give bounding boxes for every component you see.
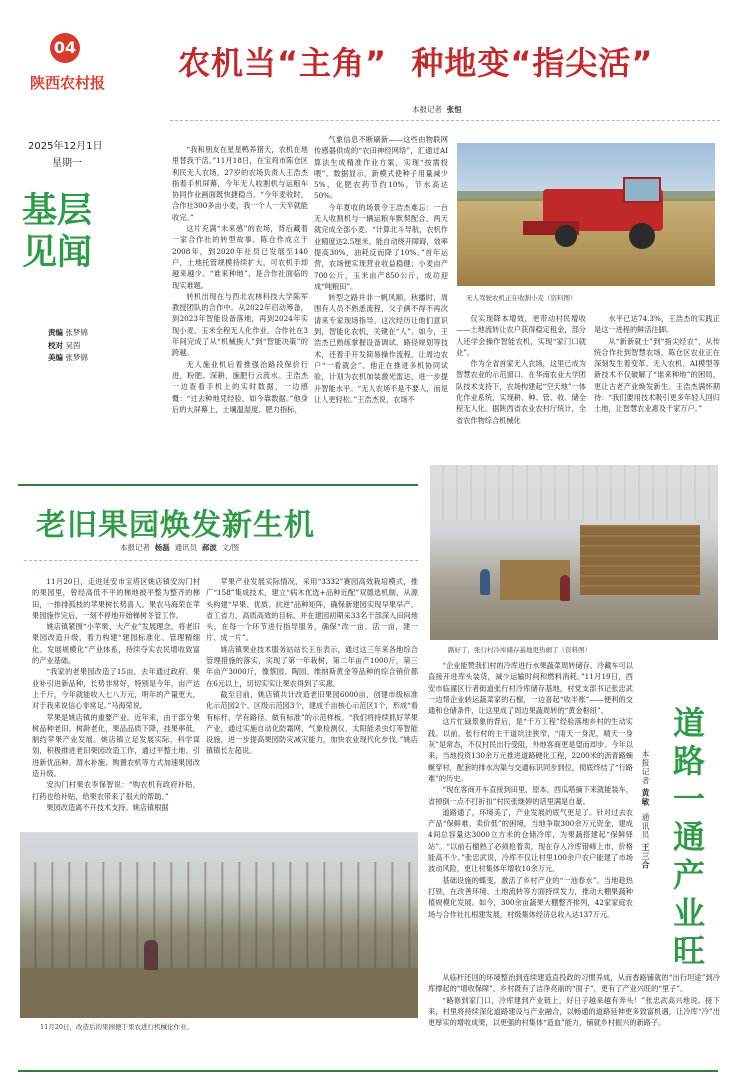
worker-figure [480,569,490,595]
article1-col4-para: 从“新新就士”到“指尖经农”，从传统合作社到智慧农场，陈仓区农业正在深刻发生着变革。无人农机、AI模型等新技术不仅破解了“谁来种地”的困局，更让古老产业焕发新生。王浩杰满怀期待：“我们要用技术吸引更多年轻人回归土地，让智慧农业惠及千家万户。” [594,336,720,414]
harvester-wheel [555,225,577,247]
article1-column-1 [172,144,308,486]
article3-para: 基础设施的蝶变，激活了乡村产业的“一池春水”。当地趁热打铁，在改善环境、土地流转等方面持续发力，推动大棚果蔬种植规模化发展。如今，300余亩蔬果大棚整齐排列，42家家庭农场与合作社扎根建发展，村级集体经济总收入达137万元。 [428,875,633,919]
crates-stack [580,525,700,595]
bottom-rule [18,1070,718,1072]
article2-byline: 本报记者 杨磊 通讯员 郝波 文/图 [120,543,240,552]
article2-headline: 老旧果园焕发新生机 [36,508,315,543]
credit-editor: 责编 张梦锦 [48,328,88,337]
article1-col1-para: 这片充满“未来感”的农场，背后藏着一家合作社的转型故事。陈仓作成立于2008年，到2020年社员已发展至140户，土地托管规模持续扩大，可农机手却越来越少。“谁来种地”，是合作社面临的现实难题。 [172,224,308,290]
article2-photo-caption: 11月20日，改造后的果园便于果农进行机械化作业。 [40,1023,194,1031]
section-divider [18,484,418,486]
article1-col2-para: 转型之路并非一帆风顺。秋播时，周围有人员不熟悉流程，父子俩不得不再次请来专家现场指导。这次经历让他们意识到，智能化农机，关键在“人”。如今，王浩杰已熟练掌握设备调试、路径规划等技术，还着手开发简易操作流程，让周边农户“一看就会”。他正在推进多机协同试验，计划为农机加装激光雷达，进一步提升智能水平。“无人农场不是不要人，而是让人更轻松。”王浩杰说，农场不 [314,293,448,404]
article1-byline: 本报记者 张恒 [412,105,462,114]
section-title [22,190,92,274]
article2-col2-para: 苹果产业发展实际情况，采用“3332”赛园高效栽培模式，推广“158”集成技术，建立“病木优选+品种近配”双德选机制，从源头构建“早果、优质、抗逆”品种矩阵，确保新建园实现早果早产、省工省力、高质高效的目标。并在建园初期采33名干部深入田间地头，在每一个环节进行指导服务，确保“改一亩、活一亩，建一片、成一片”。 [206,577,418,643]
article2-photo-orchard [20,832,418,1018]
article3-body-upper [428,660,633,970]
article2-column-1 [32,576,200,830]
harvester-cab [623,177,661,203]
orchard-trees [20,862,418,972]
warehouse-roof [430,465,718,520]
article3-byline: 本报记者 黄敏 通讯员 王三合 [641,750,650,870]
article1-photo-harvester [457,143,715,286]
article3-para: “路修到家门口，冷库建到产业链上，好日子越来越有奔头！”张忠武高兴地说。接下来，村里将持续深化道路建设与产业融合，以畅通的道路延伸更多致富机遇，让冷库“冷”出更厚实的增收成果，以更强的村集体“造血”能力，铺就乡村振兴的新路子。 [428,995,720,1028]
page-number-badge: 04 [50,33,80,63]
article1-headline: 农机当“主角” 种地变“指尖活” [178,44,654,82]
staff-credits [48,327,88,365]
article3-headline: 道路一通产业旺 [668,706,706,972]
paper-name-logo: 陕西农村报 [30,74,106,92]
issue-weekday: 星期一 [52,158,82,169]
section-title-line2: 见闻 [22,233,93,273]
farmer-figure [144,940,158,970]
article2-col1-para: “我家的老果园改造了15亩，去年通过政府、果业补引进新品种，长势非常好，特别是今年，亩产达上千斤，今年就能收入七八万元，明年的产量更大，对于我来说信心非常足。”马海荣说。 [32,667,200,711]
article3-para: 从临杆还回的环境整治到连续建造直投政的习惯养成，从而香路铺就的“出行坦途”到冷库撑起的“增收保障”，乡村既有了洁净亮丽的“面子”，更有了产业兴旺的“里子”。 [428,973,720,994]
article3-photo-caption: 路好了，张行村冷库储存基地更热闹了（资料图） [448,646,591,654]
worker-figure [560,575,570,601]
article2-col1-para: 11月20日，走进延安市宝塔区姚店镇安沟门村的果园里，曾经高低不平的梯地被平整为整齐的梯田，一排排孤枝的苹果树长势喜人。果农马海荣在苹果园施作完后，一刻不停地开始梯树冬管工作。 [32,577,200,620]
article2-col2-para: 截至目前，姚店镇共计改造老旧果园6000亩，创建市级标准化示范园2个、区级示范园3个，建成千亩核心示范区1个，形成“看有标杆、学有路径、做有标准”的示范样板。“我们将持续抓好苹果产业，通过实施自动化防霜网、气象检测仪、太阳能杀虫灯等智能设施，进一步提高果园防灾减灾能力，加快农业现代化步伐。”姚店镇镇长左超说。 [206,689,418,756]
article1-col1-para: 转机出现在与西北农林科技大学陈军教授团队的合作中。从2022年启动筹备，到2023年智能设备落地，再到2024年实现小麦、玉米全程无人化作业，合作社在3年间完成了从“机械换人”到“智能决策”的跨越。 [172,291,308,358]
issue-date: 2025年12月1日 [28,141,103,152]
article2-col1-para: 苹果是姚店镇的重要产业。近年来，由于部分果树品种老旧、树龄老化，果品品质下降，挂果率低，制约苹果产业发展。姚店镇立足发展实际，科学谋划，积极推进老旧果园改造工作，通过平整土地、引进新优品种、渭水补施、购置农机等方式加速果园改造升级。 [32,712,200,779]
article3-para: 这片忙碌景象的背后，是“千万工程”经验落地乡村的生动实践。以前，张行村的主干道坑洼狭窄，“雨天一身泥，晴天一身灰”是常态，不仅村民出行受阻，外地客商更是望而却步。今年以来，当地投资130余万元推进道路硬化工程，2200米的沥青路蜿蜒穿村，配套的排水沟渠与交通标识同步到位，彻底终结了“行路难”的历史。 [428,717,633,783]
article1-col1-para: “我和朋友在星星鸭养猪天，农机在地里替我干活。”11月18日，在宝鸡市陈仓区利民无人农场，27岁的农场负责人王浩杰指着手机屏幕，今年无人收割机与运粮车协同作业画面既快捷稳当。“今年麦收时，合作社300多亩小麦，我一个人一天半就能收完。” [172,145,308,222]
article3-photo-warehouse [430,465,718,640]
article1-col2-para: 今年夏收的场景令王浩杰难忘：一台无人收割机与一辆运粮车默契配合，两天就完成全部小麦。“计算北斗导航，农机作业精度达2.5厘米，能自动绕开障碍，效率提高30%，油耗反而降了10%。”首年运营，农场便实现营业收益稳健；小麦亩产700公斤，玉米亩产850公斤，成功迎成“吨粮田”。 [314,202,448,291]
credit-design: 美编 张梦锦 [48,353,88,362]
article1-col1-para: 无人施业机后着推强治路段保价行进，粉肥、深耕、施肥行云流水。王浩杰一边查看手机上的实时数据，一边感慨：“过去种地凭经验，如今靠数据。”他身后的大屏幕上，土壤温湿度、肥力指标、 [172,359,308,414]
orchard-ground [20,968,418,1018]
article2-col1-para: 果园改造离不开技术支持。姚店镇根据 [46,802,169,812]
section-title-line1: 基层 [22,191,93,231]
article1-column-3 [456,313,586,483]
article3-para: 道路通了，环境美了，产业发展的底气更足了。针对过去农产品“保鲜难、卖价低”的困境，当地争取300余万元资金，建成4间总容量达3000立方米的仓储冷库，为果蔬搭建起“保鲜驿站”。“以前石榴熟了必须抢着卖，现在存入冷库错峰上市，价格能高不少。”张忠武说，冷库不仅让村里100余户农户能建了市场波动风险，更让村集体年增收10余万元。 [428,807,633,874]
article1-col2-para: 气象信息不断刷新——这些由物联网传感器供成的“农田神经网络”，汇通过AI算法生成精准作业方案，实现“按需投喂”。数据显示，新模式使种子用量减少5%，化肥农药节约10%，节水高达50%。 [314,135,448,201]
article3-para: “现在客商开车直接到田里，原本，西瓜嗒摘下来就能装车，省掉倒一点不打折扣”村民张继婷的话里满是自豪。 [428,785,633,806]
article3-para: “企业能赞我们村的冷库进行水果蔬菜周转储存，冷藏车可以直接开进库头装货，减少运输时间和燃料消耗。”11月19日，西安市临潼区行者街道张行村冷库储存基地，村党支部书记张忠武一边帮企业转运蔬菜家的石榴，一边喜起“收半账”——便利的交通和仓储条件，让这里成了周边果蔬周转的“黄金枢纽”。 [428,661,633,716]
article2-col2-para: 姚店镇果业技术服务站站长王东表示，通过这三年来各地综合管理措施的落实，实现了第一年栽树，第二年亩产1000斤，第三年亩产3000斤，像蔡园、陶园、维纳斯黄金等品种的综合销价都在6元以上，切切实实让果农得到了实惠。 [206,644,418,688]
article1-col3-para: 仅实现降本增效，更带动村民增收——土地流转让农户获得稳定租金，部分人还学会操作智能农机，实现“家门口就业”。 [456,314,586,357]
article1-column-2 [314,134,448,486]
article2-column-2 [206,576,418,830]
article1-col4-para: 水平已达74.3%，王浩杰的实践正是这一进程的鲜活注脚。 [594,314,720,335]
harvester-wheel [629,223,655,249]
article1-photo-caption: 无人驾驶农机正在收割小麦（资料图） [466,294,577,302]
credit-proof: 校对 吴茵 [48,340,81,350]
article3-body-lower [428,972,720,1048]
article1-column-4 [594,313,720,483]
article2-col1-para: 姚店镇紧围“小苹果、大产业”发展理念，将老旧果园改造升级，着力构建“建园标准化、管理精细化、发展规模化”产业体系，持续夺实农民增收致富的产业基础。 [32,622,200,666]
article1-col3-para: 作为全省首家无人农场，这里已成为智慧农业的示范窗口。在华南农业大学团队技术支持下，农场构建起“空天地”一体化作业系统，实现耕、种、管、收、储全程无人化。据陕西省农业农村厅统计，全省农作物综合机械化 [456,359,586,425]
article2-col1-para: 安沟门村果农李保智说：“购农机有政府补贴，打药也给补贴，给果农带来了很大的帮助。” [32,780,200,801]
